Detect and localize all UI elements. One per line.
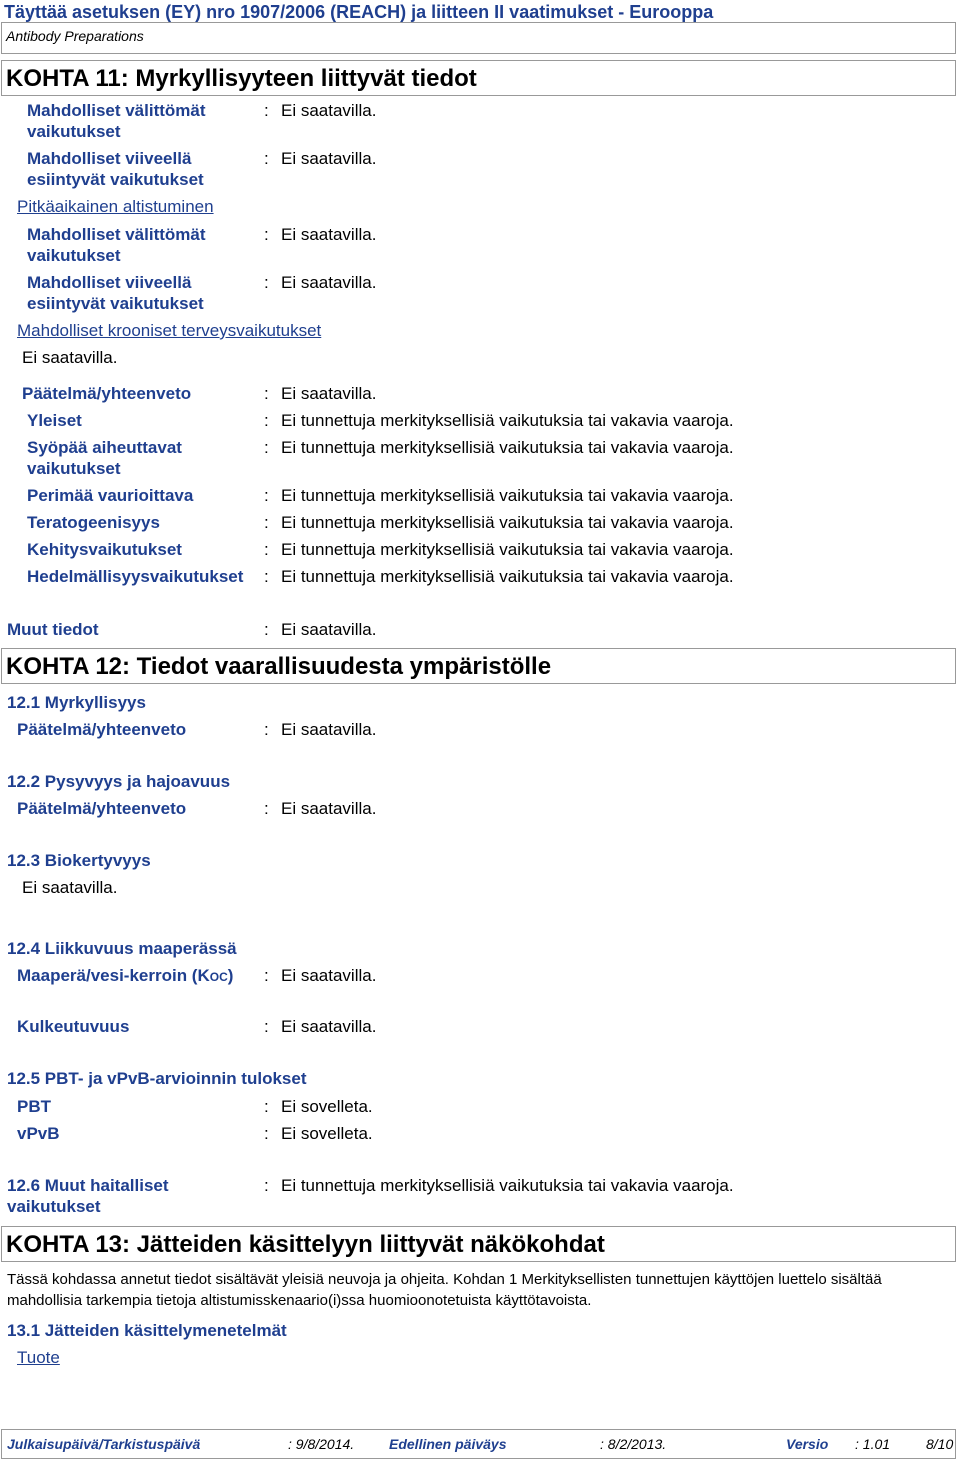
label: Kehitysvaikutukset bbox=[27, 540, 182, 559]
value: Ei saatavilla. bbox=[281, 273, 377, 292]
subheading-13-1: 13.1 Jätteiden käsittelymenetelmät bbox=[7, 1321, 287, 1340]
label: 12.6 Muut haitalliset vaikutukset bbox=[7, 1176, 169, 1216]
colon: : bbox=[264, 799, 269, 818]
value: Ei tunnettuja merkityksellisiä vaikutuksia tai vakavia vaaroja. bbox=[281, 540, 734, 559]
subheading-12-2: 12.2 Pysyvyys ja hajoavuus bbox=[7, 772, 231, 791]
colon: : bbox=[264, 513, 269, 532]
section-11-header bbox=[1, 60, 956, 96]
footer-page: 8/10 bbox=[926, 1436, 954, 1452]
value: Ei sovelleta. bbox=[281, 1097, 373, 1116]
colon: : bbox=[264, 966, 269, 985]
colon: : bbox=[264, 101, 269, 120]
value: Ei saatavilla. bbox=[281, 149, 377, 168]
label: Syöpää aiheuttavat vaikutukset bbox=[27, 438, 182, 478]
label: Perimää vaurioittava bbox=[27, 486, 194, 505]
long-term-heading: Pitkäaikainen altistuminen bbox=[17, 197, 214, 216]
value: Ei tunnettuja merkityksellisiä vaikutuksia tai vakavia vaaroja. bbox=[281, 567, 734, 586]
subheading-12-1: 12.1 Myrkyllisyys bbox=[7, 693, 146, 712]
label: Mahdolliset välittömät vaikutukset bbox=[27, 101, 206, 141]
colon: : bbox=[264, 1176, 269, 1195]
label: vPvB bbox=[17, 1124, 60, 1143]
value: Ei tunnettuja merkityksellisiä vaikutuksia tai vakavia vaaroja. bbox=[281, 1176, 734, 1195]
label: Päätelmä/yhteenveto bbox=[22, 384, 192, 403]
product-link[interactable]: Tuote bbox=[17, 1348, 60, 1367]
label: Mahdolliset viiveellä esiintyvät vaikutukset bbox=[27, 273, 204, 313]
colon: : bbox=[264, 225, 269, 244]
footer-version-value: : 1.01 bbox=[855, 1436, 891, 1452]
colon: : bbox=[264, 273, 269, 292]
label: Yleiset bbox=[27, 411, 82, 430]
value: Ei saatavilla. bbox=[281, 620, 377, 639]
colon: : bbox=[264, 1097, 269, 1116]
label bbox=[17, 965, 233, 988]
label: Päätelmä/yhteenveto bbox=[17, 799, 187, 818]
chronic-heading: Mahdolliset krooniset terveysvaikutukset bbox=[17, 321, 322, 340]
colon: : bbox=[264, 486, 269, 505]
chronic-value: Ei saatavilla. bbox=[22, 348, 118, 367]
value: Ei saatavilla. bbox=[281, 384, 377, 403]
colon: : bbox=[264, 384, 269, 403]
value: Ei saatavilla. bbox=[281, 225, 377, 244]
footer-prev-value: : 8/2/2013. bbox=[600, 1436, 667, 1452]
label: Hedelmällisyysvaikutukset bbox=[27, 567, 244, 586]
value: Ei sovelleta. bbox=[281, 1124, 373, 1143]
koc-subscript: OC bbox=[209, 970, 228, 984]
section-11-title: KOHTA 11: Myrkyllisyyteen liittyvät tiedot bbox=[6, 65, 477, 92]
colon: : bbox=[264, 540, 269, 559]
document-title: Täyttää asetuksen (EY) nro 1907/2006 (REACH) ja liitteen II vaatimukset - Eurooppa bbox=[4, 2, 714, 22]
section-12-header bbox=[1, 648, 956, 684]
koc-end: ) bbox=[227, 966, 234, 985]
subheading-12-5: 12.5 PBT- ja vPvB-arvioinnin tulokset bbox=[7, 1069, 307, 1088]
product-name: Antibody Preparations bbox=[6, 28, 144, 44]
colon: : bbox=[264, 620, 269, 639]
value: Ei saatavilla. bbox=[281, 799, 377, 818]
bioaccumulation-value: Ei saatavilla. bbox=[22, 878, 118, 897]
footer-release-value: : 9/8/2014. bbox=[288, 1436, 355, 1452]
value: Ei tunnettuja merkityksellisiä vaikutuksia tai vakavia vaaroja. bbox=[281, 411, 734, 430]
colon: : bbox=[264, 567, 269, 586]
footer-version-label: Versio bbox=[786, 1436, 829, 1452]
colon: : bbox=[264, 411, 269, 430]
label: Teratogeenisyys bbox=[27, 513, 160, 532]
label: Kulkeutuvuus bbox=[17, 1017, 130, 1036]
section-13-header bbox=[1, 1226, 956, 1262]
label: Mahdolliset välittömät vaikutukset bbox=[27, 225, 206, 265]
colon: : bbox=[264, 720, 269, 739]
section-12-title: KOHTA 12: Tiedot vaarallisuudesta ympäristölle bbox=[6, 653, 552, 680]
value: Ei saatavilla. bbox=[281, 101, 377, 120]
value: Ei tunnettuja merkityksellisiä vaikutuksia tai vakavia vaaroja. bbox=[281, 438, 734, 457]
label: Muut tiedot bbox=[7, 620, 99, 639]
value: Ei tunnettuja merkityksellisiä vaikutuksia tai vakavia vaaroja. bbox=[281, 513, 734, 532]
section-13-intro: Tässä kohdassa annetut tiedot sisältävät yleisiä neuvoja ja ohjeita. Kohdan 1 Merkityksellisten tunnettujen käyttöjen luettelo sisältää mahdollisia tarkempia tietoja altistumisskenaario(i)ssa huomioonotetuista käyttötavoista. bbox=[7, 1271, 882, 1309]
koc-label: Maaperä/vesi-kerroin (K bbox=[17, 966, 210, 985]
label: PBT bbox=[17, 1097, 51, 1116]
colon: : bbox=[264, 438, 269, 457]
colon: : bbox=[264, 149, 269, 168]
footer-prev-label: Edellinen päiväys bbox=[389, 1436, 507, 1452]
colon: : bbox=[264, 1017, 269, 1036]
product-name-box bbox=[1, 22, 956, 54]
label: Mahdolliset viiveellä esiintyvät vaikutukset bbox=[27, 149, 204, 189]
value: Ei tunnettuja merkityksellisiä vaikutuksia tai vakavia vaaroja. bbox=[281, 486, 734, 505]
section-13-title: KOHTA 13: Jätteiden käsittelyyn liittyvät näkökohdat bbox=[6, 1231, 605, 1258]
label: Päätelmä/yhteenveto bbox=[17, 720, 187, 739]
value: Ei saatavilla. bbox=[281, 720, 377, 739]
value: Ei saatavilla. bbox=[281, 966, 377, 985]
value: Ei saatavilla. bbox=[281, 1017, 377, 1036]
footer-release-label: Julkaisupäivä/Tarkistuspäivä bbox=[7, 1436, 201, 1452]
subheading-12-3: 12.3 Biokertyvyys bbox=[7, 851, 151, 870]
subheading-12-4: 12.4 Liikkuvuus maaperässä bbox=[7, 939, 237, 958]
colon: : bbox=[264, 1124, 269, 1143]
